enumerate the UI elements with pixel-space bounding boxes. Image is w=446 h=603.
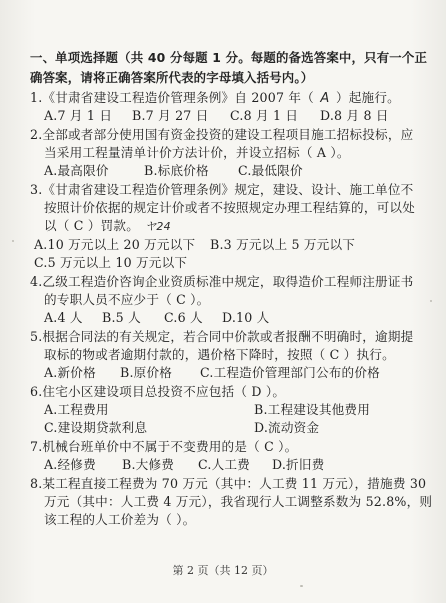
question-8-line-1: 8.某工程直接工程费为 70 万元（其中：人工费 11 万元），措施费 30 (30, 476, 427, 491)
question-1-text-end: ）起施行。 (335, 90, 400, 105)
question-3-options-row-2 (34, 255, 187, 271)
question-4-option-d: D.10 人 (222, 310, 270, 325)
question-1-option-d: D.8 月 8 日 (320, 108, 389, 123)
question-1-option-b: B.7 月 27 日 (132, 108, 209, 123)
question-5-option-b: B.原价格 (120, 365, 173, 380)
question-3-line-2: 按照计价依据的规定计价或者不按照规定办理工程结算的，可以处 (44, 200, 416, 215)
question-2-option-b: B.标底价格 (144, 163, 209, 178)
question-1-option-c: C.8 月 1 日 (230, 108, 299, 123)
question-6-option-b: B.工程建设其他费用 (254, 402, 371, 417)
question-7-option-c: C.人工费 (198, 457, 250, 472)
page-footer: 第 2 页（共 12 页） (172, 564, 274, 577)
question-6-options-row-2 (44, 420, 319, 436)
question-5-option-c: C.工程造价管理部门公布的价格 (200, 365, 380, 380)
question-7-options (44, 457, 324, 473)
question-7-option-a: A.经修费 (44, 457, 96, 472)
question-1-text: 1.《甘肃省建设工程造价管理条例》自 2007 年（ (30, 90, 314, 105)
question-5-line-2: 取标的物或者逾期付款的，遇价格下降时，按照（ C ）执行。 (44, 347, 395, 362)
question-7-option-b: B.大修费 (122, 457, 175, 472)
question-3-option-a: A.10 万元以上 20 万元以下 (34, 237, 196, 252)
question-8-line-3: 该工程的人工价差为（ ）。 (44, 512, 196, 527)
question-3-margin-note: ヤ24 (145, 220, 171, 233)
scan-speck (430, 300, 432, 302)
question-6-line-1: 6.住宅小区建设项目总投资不应包括（ D ）。 (30, 384, 286, 399)
question-3-line-1: 3.《甘肃省建设工程造价管理条例》规定，建设、设计、施工单位不 (30, 182, 414, 197)
question-1-option-a: A.7 月 1 日 (44, 108, 113, 123)
question-2-line-1: 2.全部或者部分使用国有资金投资的建设工程项目施工招标投标，应 (30, 127, 414, 142)
question-2-line-2: 当采用工程量清单计价方法计价，并设立招标（ A ）。 (44, 145, 350, 160)
question-4-option-a: A.4 人 (44, 310, 83, 325)
question-6-option-d: D.流动资金 (254, 420, 320, 435)
question-2-options (44, 163, 303, 179)
question-1-answer: A (320, 91, 330, 106)
question-6-option-c: C.建设期贷款利息 (44, 420, 148, 435)
question-4-line-2: 的专职人员不应少于（ C ）。 (44, 292, 210, 307)
question-1-options (44, 108, 389, 124)
question-5-options (44, 365, 380, 381)
question-3-line-3-text: 以（ C ）罚款。 (44, 218, 140, 233)
question-4-option-b: B.5 人 (102, 310, 141, 325)
section-title-line-1: 一、单项选择题（共 40 分每题 1 分。每题的备选答案中，只有一个正 (30, 50, 428, 65)
question-6-options-row-1 (44, 402, 370, 418)
question-7-line-1: 7.机械台班单价中不属于不变费用的是（ C ）。 (30, 439, 298, 454)
question-3-line-3 (44, 218, 171, 235)
question-2-option-c: C.最低限价 (238, 163, 303, 178)
scan-speck (12, 240, 14, 242)
question-4-line-1: 4.乙级工程造价咨询企业资质标准中规定，取得造价工程师注册证书 (30, 274, 414, 289)
question-5-line-1: 5.根据合同法的有关规定，若合同中价款或者报酬不明确时，逾期提 (30, 329, 414, 344)
question-3-option-c: C.5 万元以上 10 万元以下 (34, 255, 188, 270)
question-3-options-row-1 (34, 237, 355, 253)
question-1 (30, 90, 400, 107)
question-3-option-b: B.3 万元以上 5 万元以下 (210, 237, 356, 252)
question-8-line-2: 万元（其中：人工费 4 万元），我省现行人工调整系数为 52.8%，则 (44, 494, 433, 509)
question-2-option-a: A.最高限价 (44, 163, 109, 178)
question-4-option-c: C.6 人 (164, 310, 203, 325)
question-4-options (44, 310, 269, 326)
section-title-line-2: 确答案，请将正确答案所代表的字母填入括号内。） (30, 70, 314, 85)
question-7-option-d: D.折旧费 (272, 457, 325, 472)
question-5-option-a: A.新价格 (44, 365, 96, 380)
question-6-option-a: A.工程费用 (44, 402, 109, 417)
scan-speck (300, 585, 303, 587)
